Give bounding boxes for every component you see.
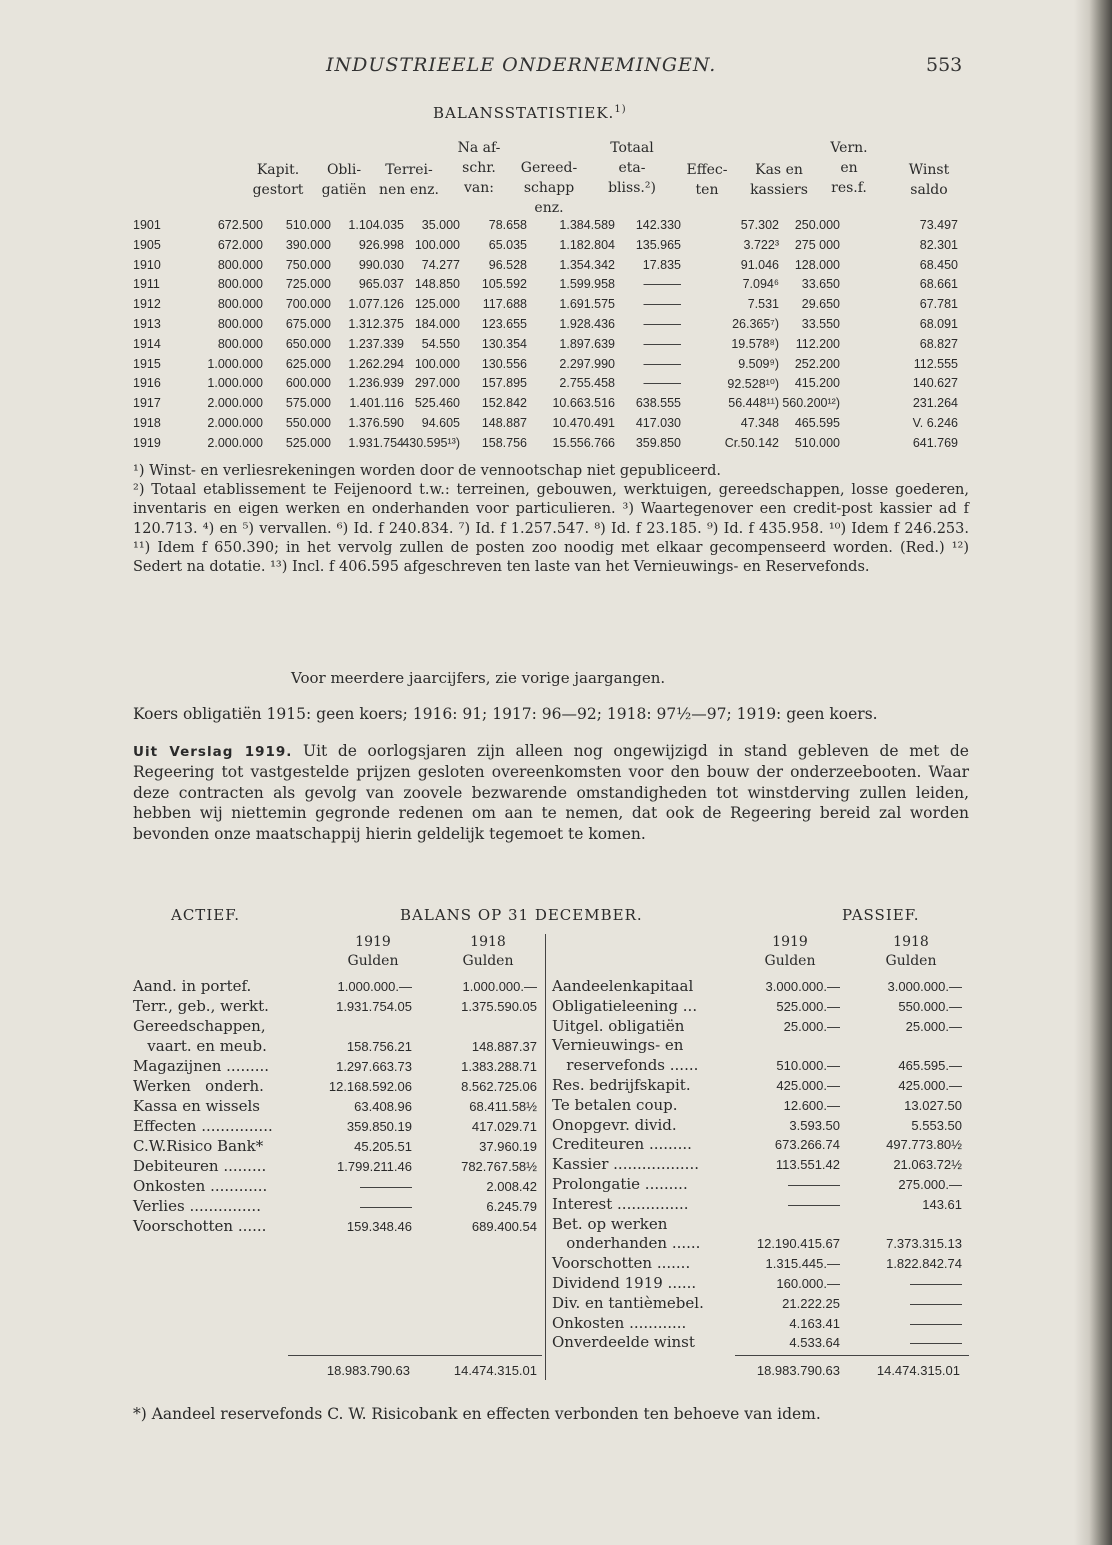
actief-row-value-1919: 12.168.592.06 [328,1079,412,1094]
passief-row-value-1918: 550.000.— [898,998,962,1014]
stat-cell: 275 000 [794,237,840,252]
stat-cell: 74.277 [421,257,460,272]
stat-cell: 1.182.804 [559,237,615,252]
stat-cell: 252.200 [794,356,840,371]
passief-row-value-1918: 3.000.000.— [887,979,962,994]
passief-total-1918: 14.474.315.01 [876,1363,960,1378]
stat-cell: 3.722³ [743,237,779,252]
passief-row-label: Onopgevr. divid. [552,1115,677,1134]
stat-cell: 1.077.126 [348,297,404,312]
stat-cell: 10.663.516 [552,396,615,411]
actief-row-value-1919: 1.931.754.05 [336,999,412,1014]
actief-row-label: C.W.Risico Bank* [133,1137,264,1155]
stat-cell: 926.998 [358,237,404,252]
stat-header-cell: Effec- [686,162,728,178]
passief-row-value-1919: 673.266.74 [774,1137,840,1153]
passief-total-1919: 18.983.790.63 [756,1363,840,1378]
passief-row-label: Crediteuren ......... [552,1135,692,1154]
stat-cell: 47.348 [740,416,779,430]
actief-row-label: Verlies ............... [133,1197,261,1215]
stat-cell: 130.556 [481,356,527,371]
stat-cell: 7.531 [747,297,779,312]
actief-row-label: Gereedschappen, [133,1017,266,1035]
stat-cell: 117.688 [482,297,527,312]
stat-cell: 641.769 [912,435,958,450]
actief-row-value-1919: 359.850.19 [346,1119,412,1134]
actief-unit-1918: Gulden [462,953,514,969]
stat-cell: 2.755.458 [559,376,615,391]
passief-row-value-1919: 12.600.— [783,1097,840,1113]
stat-cell: 1.931.754 [348,435,404,450]
actief-row-value-1918: 417.029.71 [471,1119,537,1134]
stat-cell: 672.500 [217,218,263,232]
stat-cell: V. 6.246 [912,416,958,430]
stat-cell: 990.030 [358,257,404,272]
stat-cell: 1.691.575 [559,297,615,312]
stat-cell: 675.000 [285,317,331,331]
page-number: 553 [926,54,963,76]
stat-header-cell: Winst [908,162,950,178]
stat-header-cell: en [840,160,858,176]
stat-header-cell: bliss.²) [608,180,656,196]
stat-cell: 130.354 [481,336,527,351]
passief-row-label: reservefonds ...... [552,1056,699,1075]
actief-row-label: Aand. in portef. [133,977,252,995]
stat-cell: 135.965 [635,237,681,252]
stat-cell: 125.000 [414,297,460,312]
passief-row-label: Prolongatie ......... [552,1175,688,1193]
passief-row-value-1919: 160.000.— [776,1276,840,1291]
actief-row-value-1918: 1.383.288.71 [461,1059,537,1074]
stat-header-cell: gatiën [321,182,367,198]
actief-year-1919: 1919 [355,934,391,950]
stat-cell: 100.000 [414,237,460,252]
actief-row-value-1919: 1.297.663.73 [336,1059,412,1074]
actief-row-label: Voorschotten ...... [133,1217,267,1235]
actief-row-value-1919: 1.799.211.46 [337,1159,412,1174]
passief-row-label: Res. bedrijfskapit. [552,1076,691,1094]
passief-row-value-1919: 4.163.41 [789,1315,840,1331]
stat-cell: 105.592 [481,277,527,292]
passief-row-value-1919: ———— [788,1177,840,1192]
stat-cell: 68.827 [919,336,958,351]
passief-row-value-1918: 425.000.— [898,1078,962,1093]
stat-year: 1905 [133,237,161,252]
stat-header-cell: ten [695,182,719,198]
stat-cell: 73.497 [919,218,958,232]
passief-row-value-1919: 21.222.25 [782,1295,840,1311]
stat-header-cell: schr. [462,160,496,176]
stat-cell: 1.897.639 [559,336,615,351]
stat-cell: 152.842 [481,396,527,411]
stat-year: 1919 [133,435,161,450]
passief-row-value-1918: ———— [910,1335,962,1351]
stat-cell: 19.578⁸) [731,336,779,351]
stat-cell: 1.376.590 [348,416,404,430]
stat-year: 1912 [133,297,161,312]
stat-cell: 359.850 [635,435,681,450]
stat-cell: 250.000 [794,218,840,232]
actief-total-1918: 14.474.315.01 [453,1363,537,1378]
stat-year: 1913 [133,317,161,331]
stat-cell: 672.000 [217,237,263,252]
passief-row-value-1918: 465.595.— [898,1058,962,1074]
passief-row-value-1918: ———— [910,1276,962,1291]
stat-cell: 575.000 [285,396,331,411]
stat-cell: 17.835 [642,257,681,272]
stat-cell: 1.928.436 [559,317,615,331]
stat-header-cell: nen enz. [379,182,439,198]
stat-cell: 525.000 [285,435,331,450]
stat-cell: 700.000 [285,297,331,312]
passief-row-value-1919: ———— [788,1196,840,1212]
passief-year-1918: 1918 [893,934,929,950]
passief-row-label: Aandeelenkapitaal [552,977,694,995]
stat-cell: 9.509⁹) [738,356,779,371]
passief-row-value-1919: 4.533.64 [789,1335,840,1351]
stat-cell: 1.354.342 [559,257,615,272]
stat-cell: 800.000 [217,277,263,292]
actief-row-value-1918: 689.400.54 [471,1219,537,1234]
stat-cell: 54.550 [421,336,460,351]
stat-header-cell: Gereed- [520,160,578,176]
passief-row-value-1918: 5.553.50 [911,1117,962,1133]
note-1: ¹) Winst- en verliesrekeningen worden door de vennootschap niet gepubliceerd. [133,463,721,479]
stat-cell: ——— [643,376,681,391]
stat-cell: 510.000 [794,435,840,450]
stat-cell: 510.000 [285,218,331,232]
running-header: INDUSTRIEELE ONDERNEMINGEN. [326,54,717,76]
passief-year-1919: 1919 [772,934,808,950]
stat-cell: 800.000 [217,257,263,272]
actief-row-value-1918: 8.562.725.06 [461,1079,537,1094]
passief-row-value-1918: 25.000.— [905,1018,962,1034]
stat-cell: 1.599.958 [559,277,615,292]
balans-divider [545,934,546,1380]
stat-title-ref: 1) [614,104,627,115]
stat-cell: 1.236.939 [348,376,404,391]
stat-cell: 650.000 [285,336,331,351]
stat-notes [133,462,969,577]
stat-header-cell: Kapit. [256,162,300,178]
stat-cell: 417.030 [635,416,681,430]
passief-row-value-1918: 21.063.72½ [893,1157,962,1173]
actief-unit-1919: Gulden [347,953,399,969]
actief-row-value-1919: 159.348.46 [346,1219,412,1234]
passief-row-label: Voorschotten ....... [552,1254,691,1273]
stat-cell: 1.384.589 [559,218,615,232]
stat-cell: 123.655 [481,317,527,331]
stat-cell: 2.000.000 [207,435,263,450]
stat-title-text: BALANSSTATISTIEK. [433,104,615,122]
passief-row-value-1919: 3.000.000.— [765,979,840,994]
stat-header-cell: Kas en [755,162,803,178]
passief-row-value-1919: 3.593.50 [789,1117,840,1133]
stat-cell: 800.000 [217,336,263,351]
stat-cell: 430.595¹³) [402,435,460,450]
actief-row-value-1918: 148.887.37 [471,1039,537,1054]
stat-cell: 91.046 [740,257,779,272]
stat-year: 1916 [133,376,161,391]
actief-row-label: Magazijnen ......... [133,1057,270,1075]
stat-year: 1915 [133,356,161,371]
stat-cell: 1.000.000 [207,376,263,391]
passief-row-value-1919: 1.315.445.— [765,1256,840,1272]
passief-row-value-1918: 143.61 [922,1196,962,1212]
actief-row-value-1919: 63.408.96 [354,1099,412,1114]
passief-row-label: Interest ............... [552,1194,689,1213]
stat-cell: 157.895 [481,376,527,391]
stat-cell: 2.000.000 [207,396,263,411]
passief-row-value-1918: 13.027.50 [904,1097,962,1113]
actief-row-value-1918: 782.767.58½ [461,1159,537,1174]
verslag-lead: Uit Verslag 1919. [133,744,293,760]
stat-cell: 78.658 [488,218,527,232]
passief-unit-1918: Gulden [885,953,937,969]
stat-year: 1911 [133,277,160,292]
stat-cell: 525.460 [414,396,460,411]
stat-header-cell: Obli- [326,162,362,178]
stat-cell: 35.000 [421,218,460,232]
stat-cell: 1.000.000 [207,356,263,371]
stat-cell: 26.365⁷) [732,317,779,331]
passief-row-value-1919: 113.551.42 [775,1157,840,1173]
passief-row-value-1918: 497.773.80½ [886,1137,962,1153]
passief-row-label: Dividend 1919 ...... [552,1274,697,1292]
actief-label: ACTIEF. [171,906,241,924]
stat-cell: ——— [643,277,681,292]
stat-cell: 1.104.035 [348,218,404,232]
stat-year: 1910 [133,257,161,272]
actief-row-value-1918: 68.411.58½ [469,1099,537,1114]
actief-row-label: vaart. en meub. [133,1037,267,1055]
stat-header-cell: saldo [910,182,948,198]
stat-header-cell: Na af- [457,140,501,156]
stat-cell: 112.200 [795,336,840,351]
passief-row-value-1918: 275.000.— [898,1177,962,1192]
stat-cell: 33.550 [801,317,840,331]
stat-header-cell: gestort [252,182,304,198]
stat-header-cell: schapp [523,180,575,196]
stat-cell: 148.887 [481,416,527,430]
stat-cell: 158.756 [481,435,527,450]
stat-cell: 68.450 [919,257,958,272]
note-2: ²) Totaal etablissement te Feijenoord t.w.: terreinen, gebouwen, werktuigen, gereedschappen, losse goederen, inventaris en eigen werken en onderhanden voor particulieren. ³) Waartegenover een credit-post kassier ad f 120.713. ⁴) en ⁵) vervallen. ⁶) Id. f 240.834. ⁷) Id. f 1.257.547. ⁸) Id. f 23.185. ⁹) Id. f 435.958. ¹⁰) Idem f 246.253. ¹¹) Idem f 650.390; in het vervolg zullen de posten zoo noodig met elkaar gecompenseerd worden. (Red.) ¹²) Sedert na dotatie. ¹³) Incl. f 406.595 afgeschreven ten laste van het Vernieuwings- en Reservefonds. [133,482,969,576]
passief-row-value-1919: 425.000.— [776,1078,840,1093]
actief-row-label: Werken onderh. [133,1077,264,1095]
stat-header-cell: eta- [618,160,646,176]
stat-cell: 560.200¹²) [782,396,840,411]
stat-cell: 465.595 [794,416,840,430]
stat-cell: ——— [643,317,681,331]
actief-total-rule [288,1355,542,1356]
passief-row-label: Obligatieleening ... [552,996,698,1015]
stat-cell: ——— [643,336,681,351]
stat-header-cell: Totaal [610,140,654,156]
stat-cell: 184.000 [414,317,460,331]
stat-cell: 92.528¹⁰) [727,377,779,392]
stat-header-cell: kassiers [750,182,808,198]
stat-cell: 600.000 [285,376,331,391]
stat-cell: 67.781 [919,297,958,312]
stat-header-cell: enz. [534,200,564,216]
stat-cell: 7.094⁶ [742,277,779,292]
stat-header-cell: Vern. [830,140,868,156]
balans-footnote: *) Aandeel reservefonds C. W. Risicobank en effecten verbonden ten behoeve van idem. [133,1405,821,1423]
actief-row-value-1918: 2.008.42 [486,1179,537,1194]
passief-row-value-1919: 525.000.— [776,998,840,1014]
stat-cell: ——— [643,356,681,371]
passief-row-value-1919: 12.190.415.67 [756,1236,840,1252]
stat-cell: 10.470.491 [552,416,615,430]
passief-label: PASSIEF. [842,906,920,924]
actief-row-value-1919: 1.000.000.— [337,979,412,994]
stat-cell: Cr.50.142 [724,435,779,450]
book-binding-shadow [1074,0,1112,1545]
actief-row-value-1919: 45.205.51 [354,1139,412,1154]
stat-cell: 96.528 [488,257,527,272]
stat-cell: 1.237.339 [348,336,404,351]
passief-total-rule [735,1355,969,1356]
stat-cell: 231.264 [912,396,958,411]
actief-row-value-1918: 6.245.79 [486,1199,537,1214]
stat-cell: 148.850 [414,277,460,292]
actief-row-value-1919: ———— [360,1179,412,1194]
stat-cell: 128.000 [794,257,840,272]
stat-cell: 112.555 [913,356,958,371]
actief-row-label: Debiteuren ......... [133,1157,267,1175]
stat-year: 1918 [133,416,161,430]
stat-header-cell: van: [464,180,494,196]
passief-row-label: Vernieuwings- en [552,1036,684,1055]
actief-row-value-1919: 158.756.21 [346,1039,412,1054]
actief-row-label: Terr., geb., werkt. [133,997,269,1015]
verslag-paragraph [133,741,969,844]
stat-cell: 1.401.116 [349,396,404,411]
stat-cell: 638.555 [635,396,681,411]
passief-row-label: Onkosten ............ [552,1313,687,1332]
passief-row-label: Div. en tantièmebel. [552,1293,704,1312]
stat-cell: 800.000 [217,297,263,312]
stat-header-cell: res.f. [831,180,867,196]
stat-cell: 100.000 [414,356,460,371]
actief-row-label: Onkosten ............ [133,1177,268,1195]
stat-cell: 2.000.000 [207,416,263,430]
actief-row-label: Kassa en wissels [133,1097,260,1115]
stat-cell: 142.330 [635,218,681,232]
passief-row-label: Uitgel. obligatiën [552,1016,685,1035]
actief-row-value-1919: ———— [360,1199,412,1214]
passief-row-value-1918: ———— [910,1295,962,1311]
stat-cell: 1.262.294 [348,356,404,371]
stat-cell: 15.556.766 [552,435,615,450]
stat-year: 1914 [133,336,161,351]
passief-row-label: onderhanden ...... [552,1234,701,1253]
stat-cell: 57.302 [740,218,779,232]
stat-cell: 68.091 [919,317,958,331]
stat-year: 1901 [133,218,161,232]
passief-row-label: Kassier .................. [552,1155,699,1174]
stat-cell: 65.035 [488,237,527,252]
stat-cell: 625.000 [285,356,331,371]
stat-year: 1917 [133,396,161,411]
passief-unit-1919: Gulden [764,953,816,969]
balans-title: BALANS OP 31 DECEMBER. [400,906,643,924]
actief-row-value-1918: 1.000.000.— [462,979,537,994]
actief-year-1918: 1918 [470,934,506,950]
actief-row-value-1918: 37.960.19 [479,1139,537,1154]
stat-cell: 33.650 [801,277,840,292]
passief-row-value-1919: 510.000.— [776,1058,840,1074]
passief-row-value-1918: ———— [910,1315,962,1331]
stat-cell: 82.301 [919,237,958,252]
stat-cell: 297.000 [414,376,460,391]
stat-cell: 415.200 [794,376,840,391]
stat-cell: 390.000 [285,237,331,252]
actief-total-1919: 18.983.790.63 [326,1363,410,1378]
stat-cell: 750.000 [285,257,331,272]
passief-row-value-1919: 25.000.— [783,1018,840,1034]
passief-row-value-1918: 1.822.842.74 [886,1256,962,1272]
stat-cell: 1.312.375 [348,317,404,331]
passief-row-label: Te betalen coup. [552,1095,678,1114]
stat-cell: 29.650 [801,297,840,312]
stat-cell: 725.000 [285,277,331,292]
stat-title [433,104,627,122]
stat-cell: 140.627 [912,376,958,391]
actief-row-label: Effecten ............... [133,1117,273,1135]
actief-row-value-1918: 1.375.590.05 [461,999,537,1014]
passief-row-value-1918: 7.373.315.13 [886,1236,962,1252]
meerdere-jaarcijfers: Voor meerdere jaarcijfers, zie vorige jaargangen. [291,669,666,687]
stat-cell: 2.297.990 [559,356,615,371]
stat-cell: 94.605 [421,416,460,430]
koers-obligatien: Koers obligatiën 1915: geen koers; 1916: 91; 1917: 96—92; 1918: 97½—97; 1919: geen koers. [133,705,878,723]
stat-cell: 965.037 [358,277,404,292]
stat-header-cell: Terrei- [385,162,433,178]
verslag-text: Uit de oorlogsjaren zijn alleen nog ongewijzigd in stand gebleven de met de Regeering tot vastgestelde prijzen gesloten overeenkomsten voor den bouw der onderzeebooten. Waar deze contracten als gevolg van zoovele bezwarende omstandigheden tot winstderving zullen leiden, hebben wij niettemin gegronde redenen om aan te nemen, dat ook de Regeering bereid zal worden bevonden onze maatschappij hierin geldelijk tegemoet te komen. [133,742,969,843]
passief-row-label: Onverdeelde winst [552,1333,695,1352]
stat-cell: 56.448¹¹) [728,396,779,411]
stat-cell: ——— [643,297,681,312]
passief-row-label: Bet. op werken [552,1214,668,1233]
stat-cell: 68.661 [919,277,958,292]
stat-cell: 550.000 [285,416,331,430]
stat-cell: 800.000 [217,317,263,331]
